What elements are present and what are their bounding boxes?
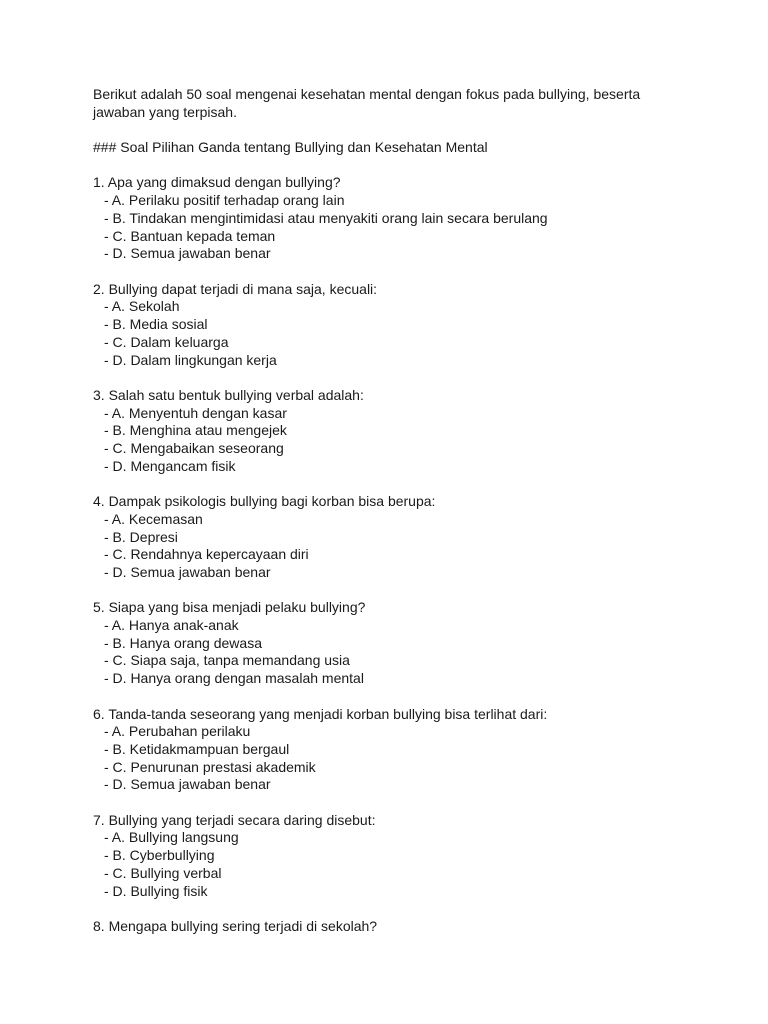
intro-line-2: jawaban yang terpisah. [93,103,237,120]
answer-option: - A. Sekolah [104,298,180,315]
answer-option: - C. Bantuan kepada teman [104,227,276,244]
question-list [93,174,693,935]
answer-option: - B. Depresi [104,528,178,545]
question-item [93,493,693,582]
question-text: 2. Bullying dapat terjadi di mana saja, kecuali: [93,280,378,297]
answer-options [93,405,693,476]
section-heading: ### Soal Pilihan Ganda tentang Bullying dan Kesehatan Mental [93,139,488,156]
answer-option: - C. Rendahnya kepercayaan diri [104,546,309,563]
answer-option: - D. Dalam lingkungan kerja [104,351,277,368]
question-item [93,281,693,370]
question-text: 7. Bullying yang terjadi secara daring disebut: [93,811,376,828]
answer-option: - D. Semua jawaban benar [104,245,271,262]
answer-option: - B. Menghina atau mengejek [104,422,287,439]
question-text: 8. Mengapa bullying sering terjadi di sekolah? [93,917,378,934]
answer-option: - D. Semua jawaban benar [104,776,271,793]
question-text: 5. Siapa yang bisa menjadi pelaku bullying? [93,599,366,616]
answer-option: - A. Perubahan perilaku [104,723,251,740]
intro-line-1: Berikut adalah 50 soal mengenai kesehatan mental dengan fokus pada bullying, beserta [93,86,641,102]
answer-option: - D. Bullying fisik [104,882,208,899]
question-text: 4. Dampak psikologis bullying bagi korban bisa berupa: [93,493,436,510]
answer-option: - A. Menyentuh dengan kasar [104,404,287,421]
question-item [93,387,693,476]
question-item [93,174,693,263]
answer-option: - A. Bullying langsung [104,829,239,846]
answer-option: - C. Penurunan prestasi akademik [104,758,316,775]
answer-option: - D. Mengancam fisik [104,457,236,474]
answer-option: - B. Hanya orang dewasa [104,634,262,651]
answer-options [93,192,693,263]
answer-option: - B. Tindakan mengintimidasi atau menyakiti orang lain secara berulang [104,209,548,226]
answer-option: - D. Semua jawaban benar [104,563,271,580]
question-item [93,706,693,795]
answer-options [93,511,693,582]
answer-option: - D. Hanya orang dengan masalah mental [104,670,364,687]
answer-option: - C. Bullying verbal [104,864,222,881]
answer-option: - B. Media sosial [104,316,208,333]
answer-option: - A. Kecemasan [104,510,203,527]
question-item [93,599,693,688]
answer-option: - A. Hanya anak-anak [104,617,239,633]
answer-options [93,829,693,900]
question-text: 6. Tanda-tanda seseorang yang menjadi korban bullying bisa terlihat dari: [93,705,548,722]
answer-option: - C. Siapa saja, tanpa memandang usia [104,652,350,669]
document-body [93,86,693,936]
question-item [93,812,693,901]
question-text: 3. Salah satu bentuk bullying verbal adalah: [93,386,364,403]
question-item [93,918,693,936]
answer-options [93,298,693,369]
answer-option: - A. Perilaku positif terhadap orang lain [104,192,345,209]
answer-options [93,723,693,794]
answer-option: - C. Dalam keluarga [104,333,229,350]
answer-option: - B. Ketidakmampuan bergaul [104,740,290,757]
intro-paragraph [93,86,693,121]
question-text: 1. Apa yang dimaksud dengan bullying? [93,174,341,191]
answer-option: - C. Mengabaikan seseorang [104,440,284,456]
answer-option: - B. Cyberbullying [104,847,215,864]
answer-options [93,617,693,688]
